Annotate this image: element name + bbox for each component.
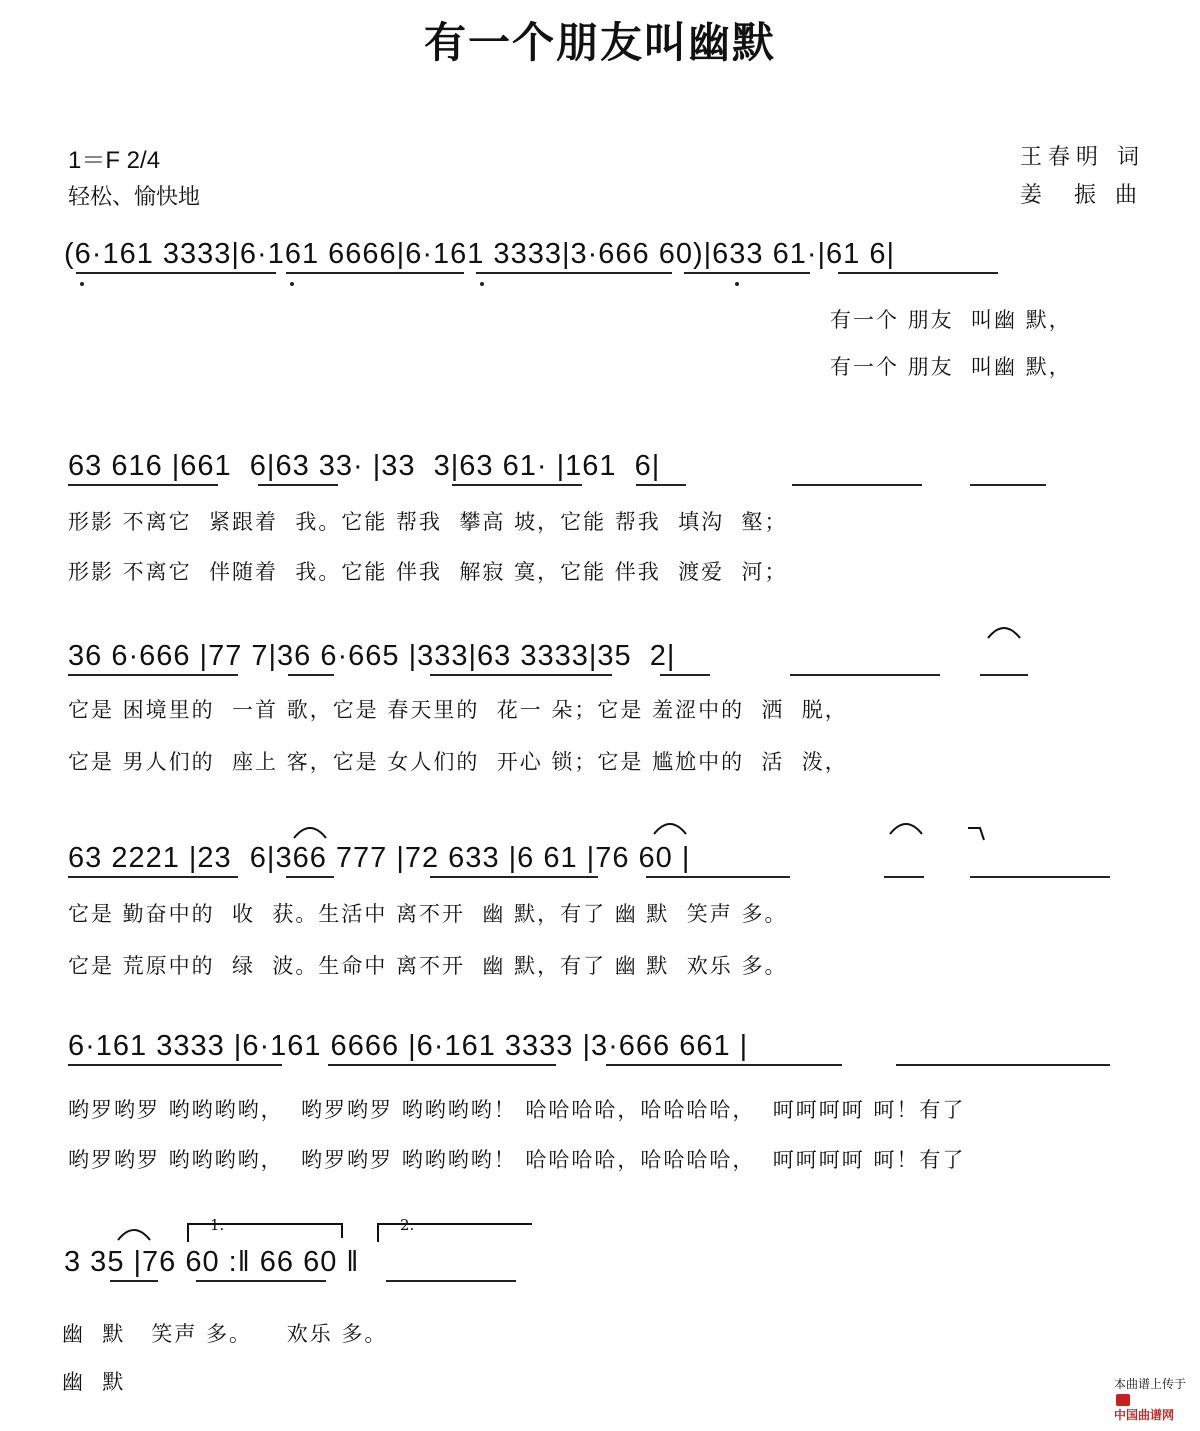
lyricist-credit: 王春明 词 — [1020, 145, 1145, 170]
lyric-verse-1: 哟罗哟罗 哟哟哟哟， 哟罗哟罗 哟哟哟哟！ 哈哈哈哈，哈哈哈哈， 呵呵呵呵 呵！有了 — [68, 1098, 966, 1122]
underline-beam — [430, 876, 598, 878]
underline-beam — [970, 484, 1046, 486]
underline-beam — [110, 1280, 158, 1282]
tie-slur — [290, 822, 330, 840]
underline-beam — [660, 674, 710, 676]
underline-beam — [68, 1064, 282, 1066]
underline-beam — [68, 876, 238, 878]
notation-line: 6·161 3333 |6·161 6666 |6·161 3333 |3·666 661 | — [68, 1030, 749, 1062]
lyric-verse-1: 它是 勤奋中的 收 获。生活中 离不开 幽 默，有了 幽 默 笑声 多。 — [68, 902, 788, 926]
octave-dot — [290, 282, 294, 286]
underline-beam — [328, 1064, 556, 1066]
lyric-verse-2: 哟罗哟罗 哟哟哟哟， 哟罗哟罗 哟哟哟哟！ 哈哈哈哈，哈哈哈哈， 呵呵呵呵 呵！有了 — [68, 1148, 966, 1172]
underline-beam — [286, 876, 334, 878]
tie-slur — [114, 1224, 154, 1242]
tempo-marking: 轻松、愉快地 — [68, 185, 201, 210]
notation-line: 63 2221 |23 6|366 777 |72 633 |6 61 |76 60 | — [68, 842, 691, 874]
notation-line: 63 616 |661 6|63 33· |33 3|63 61· |161 6| — [68, 450, 661, 482]
underline-beam — [792, 484, 922, 486]
footer-watermark — [1106, 1361, 1186, 1423]
underline-beam — [476, 272, 672, 274]
tie-slur — [984, 622, 1024, 640]
underline-beam — [838, 272, 998, 274]
underline-beam — [636, 484, 686, 486]
notation-line: 36 6·666 |77 7|36 6·665 |333|63 3333|35 2| — [68, 640, 676, 672]
tie-slur — [650, 818, 690, 836]
volta-label-2: 2. — [400, 1216, 415, 1234]
octave-dot — [480, 282, 484, 286]
lyric-verse-1: 它是 困境里的 一首 歌，它是 春天里的 花一 朵；它是 羞涩中的 洒 脱， — [68, 698, 848, 722]
underline-beam — [386, 1280, 516, 1282]
key-signature: 1＝F 2/4 — [68, 147, 161, 174]
footer-site-name: 中国曲谱网 — [1113, 1408, 1174, 1422]
lyric-verse-1: 有一个 朋友 叫幽 默， — [830, 308, 1072, 332]
lyric-verse-1: 幽 默 笑声 多。 欢乐 多。 — [62, 1322, 388, 1346]
lyric-verse-2: 有一个 朋友 叫幽 默， — [830, 355, 1072, 379]
underline-beam — [76, 272, 276, 274]
underline-beam — [286, 272, 464, 274]
tie-slur — [886, 818, 926, 836]
underline-beam — [884, 876, 924, 878]
underline-beam — [684, 272, 810, 274]
notation-line: 3 35 |76 60 :‖ 66 60 ‖ — [64, 1246, 360, 1278]
octave-dot — [735, 282, 739, 286]
volta-label-1: 1. — [210, 1216, 225, 1234]
underline-beam — [646, 876, 790, 878]
notation-line: (6·161 3333|6·161 6666|6·161 3333|3·666 60)|633 61·|61 6| — [64, 238, 896, 270]
lyric-verse-2: 它是 荒原中的 绿 波。生命中 离不开 幽 默，有了 幽 默 欢乐 多。 — [68, 954, 788, 978]
underline-beam — [452, 484, 582, 486]
composer-credit: 姜 振 曲 — [1020, 183, 1143, 208]
song-title: 有一个朋友叫幽默 — [423, 18, 776, 67]
lyric-verse-2: 形影 不离它 伴随着 我。它能 伴我 解寂 寞，它能 伴我 渡爱 河； — [68, 560, 788, 584]
octave-dot — [80, 282, 84, 286]
underline-beam — [288, 674, 334, 676]
breath-mark — [966, 824, 988, 844]
underline-beam — [258, 484, 338, 486]
underline-beam — [790, 674, 940, 676]
underline-beam — [606, 1064, 842, 1066]
underline-beam — [970, 876, 1110, 878]
underline-beam — [68, 674, 238, 676]
underline-beam — [430, 674, 612, 676]
underline-beam — [896, 1064, 1110, 1066]
footer-prefix: 本曲谱上传于 — [1113, 1377, 1186, 1391]
underline-beam — [68, 484, 218, 486]
lyric-verse-2: 它是 男人们的 座上 客，它是 女人们的 开心 锁；它是 尴尬中的 活 泼， — [68, 750, 848, 774]
lyric-verse-2: 幽 默 — [62, 1370, 126, 1394]
underline-beam — [196, 1280, 326, 1282]
site-logo-icon — [1116, 1394, 1130, 1406]
lyric-verse-1: 形影 不离它 紧跟着 我。它能 帮我 攀高 坡，它能 帮我 填沟 壑； — [68, 510, 788, 534]
underline-beam — [980, 674, 1028, 676]
